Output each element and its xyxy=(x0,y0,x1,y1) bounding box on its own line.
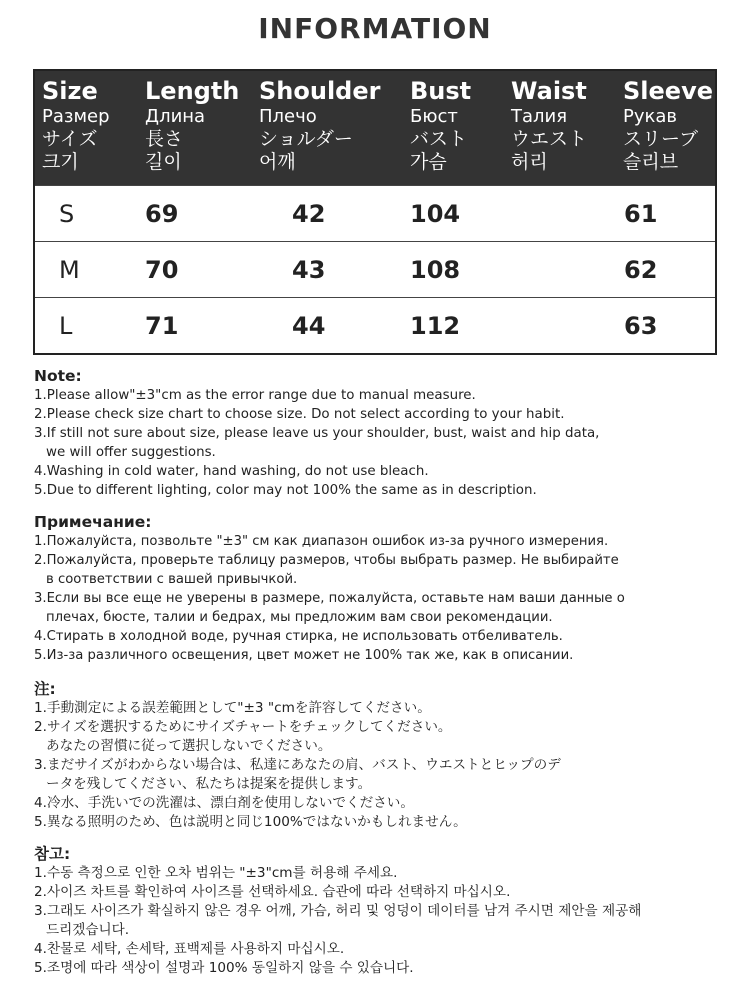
header-sleeve-ja: スリーブ xyxy=(623,128,699,150)
header-waist-ja: ウエスト xyxy=(511,128,588,150)
note-line: 3.그래도 사이즈가 확실하지 않은 경우 어깨, 가슴, 허리 및 엉덩이 데이터를 남겨 주시면 제안을 제공해 xyxy=(34,903,642,919)
note-line: 2.Please check size chart to choose size. Do not select according to your habit. xyxy=(34,407,565,422)
note-line: в соответствии с вашей привычкой. xyxy=(46,572,298,587)
header-shoulder-ja: ショルダー xyxy=(259,128,353,150)
note-line: 1.Пожалуйста, позвольте "±3" см как диапазон ошибок из-за ручного измерения. xyxy=(34,534,609,549)
header-length xyxy=(142,71,257,185)
note-line: ータを残してください、私たちは提案を提供します。 xyxy=(46,776,372,792)
header-bust-en: Bust xyxy=(410,77,472,105)
note-line: 5.Из-за различного освещения, цвет может не 100% так же, как в описании. xyxy=(34,648,574,663)
cell-shoulder: 44 xyxy=(292,311,326,340)
header-length-ru: Длина xyxy=(145,106,206,127)
note-line: 2.サイズを選択するためにサイズチャートをチェックしてください。 xyxy=(34,719,452,735)
note-line: we will offer suggestions. xyxy=(46,445,216,460)
header-length-ko: 길이 xyxy=(145,151,182,173)
cell-length: 69 xyxy=(145,199,179,228)
notes-japanese xyxy=(34,680,734,832)
header-waist-en: Waist xyxy=(511,77,587,105)
cell-shoulder: 42 xyxy=(292,199,326,228)
header-waist-ko: 허리 xyxy=(511,151,548,173)
table-header xyxy=(35,71,715,185)
notes-heading: 참고: xyxy=(34,845,71,863)
note-line: 4.冷水、手洗いでの洗濯は、漂白剤を使用しないでください。 xyxy=(34,795,414,811)
note-line: 1.Please allow"±3"cm as the error range due to manual measure. xyxy=(34,388,476,403)
note-line: 3.まだサイズがわからない場合は、私達にあなたの肩、バスト、ウエストとヒップのデ xyxy=(34,757,561,773)
cell-sleeve: 61 xyxy=(624,199,658,228)
header-size xyxy=(35,71,142,185)
header-waist xyxy=(509,71,620,185)
cell-sleeve: 63 xyxy=(624,311,658,340)
header-size-ru: Размер xyxy=(42,106,110,127)
note-line: 5.異なる照明のため、色は説明と同じ100%ではないかもしれません。 xyxy=(34,814,467,830)
notes-korean xyxy=(34,845,734,978)
header-size-ja: サイズ xyxy=(42,128,98,150)
note-line: 4.Washing in cold water, hand washing, do not use bleach. xyxy=(34,464,429,479)
note-line: 1.수동 측정으로 인한 오차 범위는 "±3"cm를 허용해 주세요. xyxy=(34,865,398,881)
table-row-m xyxy=(35,241,715,297)
header-sleeve xyxy=(620,71,715,185)
cell-size: S xyxy=(59,199,75,228)
cell-sleeve: 62 xyxy=(624,255,658,284)
header-shoulder xyxy=(257,71,408,185)
header-shoulder-en: Shoulder xyxy=(259,77,381,105)
header-size-ko: 크기 xyxy=(42,151,79,173)
note-line: あなたの習慣に従って選択しないでください。 xyxy=(46,738,332,754)
note-line: 드리겠습니다. xyxy=(46,922,130,938)
table-row-s xyxy=(35,185,715,241)
notes-english xyxy=(34,367,734,500)
notes-heading: Note: xyxy=(34,367,82,385)
header-length-ja: 長さ xyxy=(145,128,184,150)
note-line: 3.Если вы все еще не уверены в размере, пожалуйста, оставьте нам ваши данные о xyxy=(34,591,625,606)
cell-bust: 108 xyxy=(410,255,461,284)
notes-russian xyxy=(34,513,734,665)
note-line: 2.Пожалуйста, проверьте таблицу размеров, чтобы выбрать размер. Не выбирайте xyxy=(34,553,619,568)
note-line: 4.Стирать в холодной воде, ручная стирка, не использовать отбеливатель. xyxy=(34,629,563,644)
note-line: плечах, бюсте, талии и бедрах, мы предложим вам свои рекомендации. xyxy=(46,610,553,625)
cell-size: M xyxy=(59,255,80,284)
size-chart-table xyxy=(33,69,717,355)
note-line: 2.사이즈 차트를 확인하여 사이즈를 선택하세요. 습관에 따라 선택하지 마십시오. xyxy=(34,884,511,900)
notes-heading: Примечание: xyxy=(34,513,152,531)
note-line: 3.If still not sure about size, please leave us your shoulder, bust, waist and hip data, xyxy=(34,426,600,441)
cell-shoulder: 43 xyxy=(292,255,326,284)
header-bust-ja: バスト xyxy=(410,128,468,150)
header-sleeve-en: Sleeve xyxy=(623,77,713,105)
cell-length: 70 xyxy=(145,255,179,284)
cell-length: 71 xyxy=(145,311,179,340)
header-size-en: Size xyxy=(42,77,98,105)
header-sleeve-ko: 슬리브 xyxy=(623,151,679,173)
cell-bust: 104 xyxy=(410,199,461,228)
header-sleeve-ru: Рукав xyxy=(623,106,678,127)
note-line: 4.찬물로 세탁, 손세탁, 표백제를 사용하지 마십시오. xyxy=(34,941,345,957)
note-line: 1.手動測定による誤差範囲として"±3 "cmを許容してください。 xyxy=(34,700,431,716)
notes-heading: 注: xyxy=(34,680,56,698)
cell-bust: 112 xyxy=(410,311,461,340)
header-waist-ru: Талия xyxy=(511,106,568,127)
header-shoulder-ko: 어깨 xyxy=(259,151,296,173)
note-line: 5.조명에 따라 색상이 설명과 100% 동일하지 않을 수 있습니다. xyxy=(34,960,414,976)
header-bust-ru: Бюст xyxy=(410,106,458,127)
page-title: INFORMATION xyxy=(258,12,492,45)
header-length-en: Length xyxy=(145,77,240,105)
table-row-l xyxy=(35,297,715,353)
header-bust xyxy=(408,71,509,185)
note-line: 5.Due to different lighting, color may not 100% the same as in description. xyxy=(34,483,537,498)
cell-size: L xyxy=(59,311,73,340)
header-bust-ko: 가슴 xyxy=(410,151,447,173)
header-shoulder-ru: Плечо xyxy=(259,106,317,127)
